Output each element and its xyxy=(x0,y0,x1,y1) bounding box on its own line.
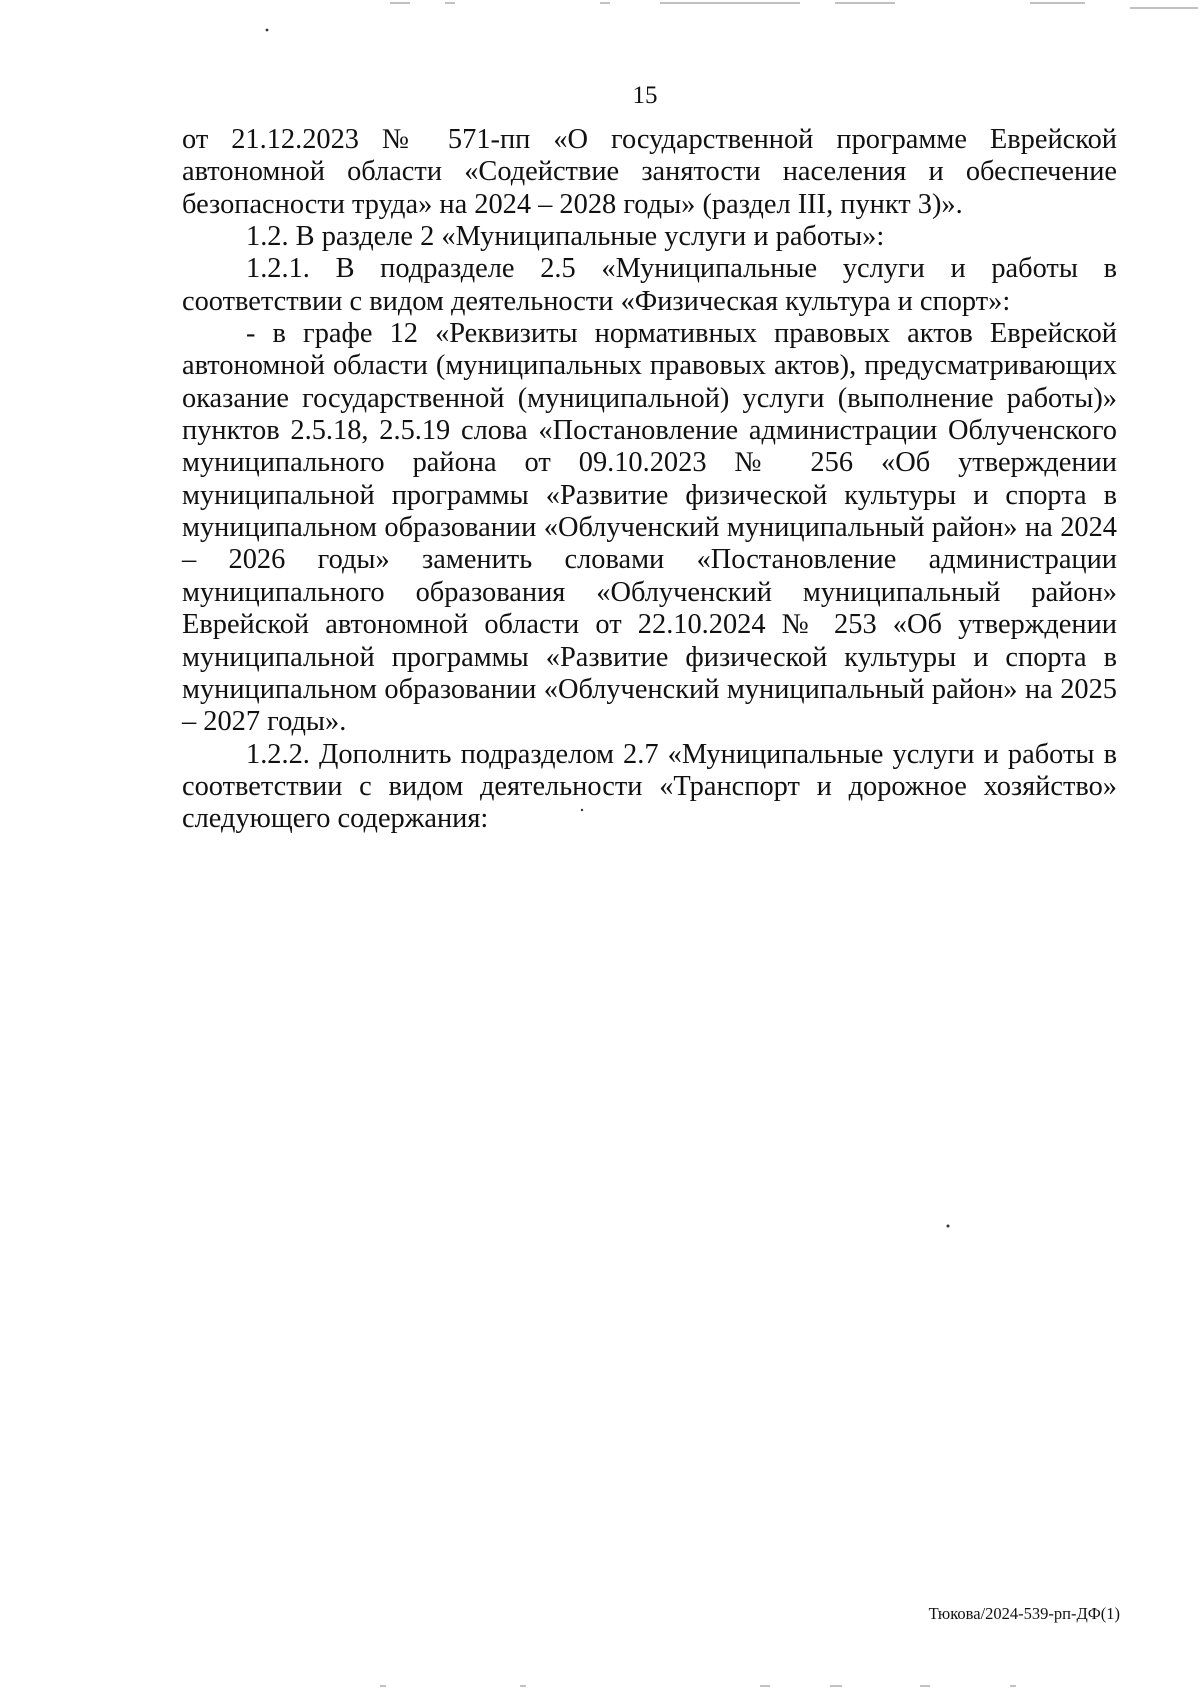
paragraph-1-2-2: 1.2.2. Дополнить подразделом 2.7 «Муниципальные услуги и работы в соответствии с видом деятельности «Транспорт и дорожное хозяйство» следующего содержания: xyxy=(182,738,1117,835)
page-number: 15 xyxy=(632,82,658,109)
document-code: Тюкова/2024-539-рп-ДФ(1) xyxy=(928,1604,1120,1623)
paragraph-continuation: от 21.12.2023 № 571-пп «О государственной программе Еврейской автономной области «Содействие занятости населения и обеспечение безопасности труда» на 2024 – 2028 годы» (раздел III, пункт 3)». xyxy=(182,124,1117,220)
paragraph-grafa-12: - в графе 12 «Реквизиты нормативных правовых актов Еврейской автономной области (муниципальных правовых актов), предусматривающих оказание государственной (муниципальной) услуги (выполнение работы)» пунктов 2.5.18, 2.5.19 слова «Постановление администрации Облученского муниципального района от 09.10.2023 № 256 «Об утверждении муниципальной программы «Развитие физической культуры и спорта в муниципальном образовании «Облученский муниципальный район» на 2024 – 2026 годы» заменить словами «Постановление администрации муниципального образования «Облученский муниципальный район» Еврейской автономной области от 22.10.2024 № 253 «Об утверждении муниципальной программы «Развитие физической культуры и спорта в муниципальном образовании «Облученский муниципальный район» на 2025 – 2027 годы». xyxy=(182,318,1117,738)
paragraph-1-2: 1.2. В разделе 2 «Муниципальные услуги и работы»: xyxy=(246,221,885,253)
paragraph-1-2-1: 1.2.1. В подразделе 2.5 «Муниципальные услуги и работы в соответствии с видом деятельности «Физическая культура и спорт»: xyxy=(182,253,1117,317)
document-body xyxy=(182,124,1117,836)
